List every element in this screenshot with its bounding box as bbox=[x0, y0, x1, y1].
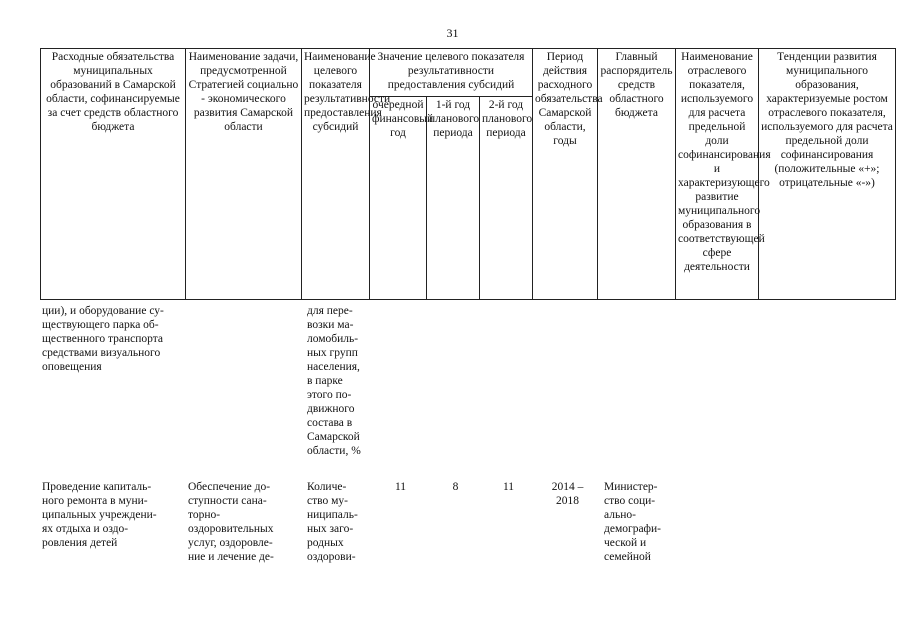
text-line: торно- bbox=[188, 509, 221, 521]
text-line: ных групп bbox=[307, 347, 358, 359]
header-plan-year-2: 2-й год планового периода bbox=[480, 97, 533, 300]
text-line: этого по- bbox=[307, 389, 352, 401]
row2-value-current: 11 bbox=[394, 481, 407, 493]
row2-period bbox=[535, 480, 600, 508]
header-sector-indicator: Наименование отраслевого показателя, используемого для расчета предельной доли софинансирования и характеризующего развитие муниципального образования в соответствующей сфере деятельности bbox=[676, 49, 759, 300]
header-obligations: Расходные обязательства муниципальных образований в Самарской области, софинансируемые за счет средств областного бюджета bbox=[41, 49, 186, 300]
text-line: ство му- bbox=[307, 495, 348, 507]
text-line: ного ремонта в муни- bbox=[42, 495, 148, 507]
text-line: оздорови- bbox=[307, 551, 356, 563]
text-line: области, % bbox=[307, 445, 361, 457]
row2-indicator bbox=[307, 480, 371, 564]
text-line: Проведение капиталь- bbox=[42, 481, 152, 493]
header-period: Период действия расходного обязательства Самарской области, годы bbox=[533, 49, 598, 300]
text-line: ально- bbox=[604, 509, 636, 521]
row1-obligation bbox=[42, 304, 184, 374]
text-line: ях отдыха и оздо- bbox=[42, 523, 129, 535]
row2-obligation bbox=[42, 480, 180, 550]
row2-value-plan1: 8 bbox=[452, 481, 459, 493]
text-line: ломобиль- bbox=[307, 333, 359, 345]
text-line: возки ма- bbox=[307, 319, 354, 331]
text-line: Обеспечение до- bbox=[188, 481, 271, 493]
text-line: состава в bbox=[307, 417, 353, 429]
row2-manager bbox=[604, 480, 674, 564]
text-line: оповещения bbox=[42, 361, 102, 373]
text-line: ципальных учреждени- bbox=[42, 509, 157, 521]
header-plan-year-1: 1-й год планового периода bbox=[427, 97, 480, 300]
text-line: 2018 bbox=[556, 495, 579, 507]
text-line: услуг, оздоровле- bbox=[188, 537, 273, 549]
header-trends: Тенденции развития муниципального образования, характеризуемые ростом отраслевого показателя, используемого для расчета предельной доли софинансирования (положительные «+»; отрицательные «-») bbox=[759, 49, 896, 300]
table-header bbox=[40, 48, 896, 300]
text-line: демографи- bbox=[604, 523, 661, 535]
header-target-indicator: Наименование целевого показателя результативности предоставления субсидий bbox=[302, 49, 370, 300]
text-line: населения, bbox=[307, 361, 360, 373]
text-line: ществующего парка об- bbox=[42, 319, 159, 331]
text-line: ции), и оборудование су- bbox=[42, 305, 164, 317]
row1-indicator bbox=[307, 304, 373, 458]
row2-task bbox=[188, 480, 300, 564]
text-line: ступности сана- bbox=[188, 495, 267, 507]
text-line: 2014 – bbox=[551, 481, 584, 493]
text-line: ровления детей bbox=[42, 537, 118, 549]
text-line: ных заго- bbox=[307, 523, 354, 535]
text-line: родных bbox=[307, 537, 344, 549]
text-line: щественного транспорта bbox=[42, 333, 164, 345]
text-line: в парке bbox=[307, 375, 343, 387]
row2-value-plan2: 11 bbox=[502, 481, 515, 493]
text-line: средствами визуального bbox=[42, 347, 161, 359]
text-line: для пере- bbox=[307, 305, 353, 317]
page-number: 31 bbox=[446, 26, 459, 40]
header-target-value-group: Значение целевого показателя результативности предоставления субсидий bbox=[370, 49, 533, 97]
text-line: Количе- bbox=[307, 481, 347, 493]
header-task: Наименование задачи, предусмотренной Стратегией социально - экономического развития Самарской области bbox=[186, 49, 302, 300]
text-line: Самарской bbox=[307, 431, 360, 443]
text-line: ниципаль- bbox=[307, 509, 358, 521]
text-line: семейной bbox=[604, 551, 651, 563]
text-line: ство соци- bbox=[604, 495, 656, 507]
text-line: оздоровительных bbox=[188, 523, 274, 535]
header-current-year: очередной финансовый год bbox=[370, 97, 427, 300]
text-line: ние и лечение де- bbox=[188, 551, 274, 563]
text-line: движного bbox=[307, 403, 355, 415]
text-line: Министер- bbox=[604, 481, 658, 493]
header-manager: Главный распорядитель средств областного бюджета bbox=[598, 49, 676, 300]
text-line: ческой и bbox=[604, 537, 647, 549]
